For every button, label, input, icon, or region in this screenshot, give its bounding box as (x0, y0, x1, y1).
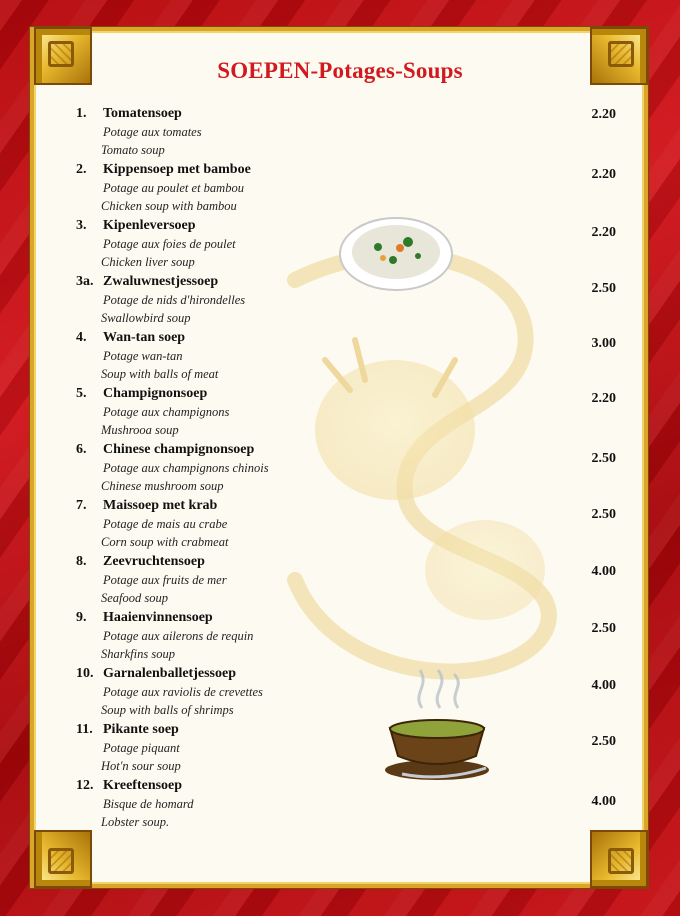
item-number: 9. (76, 610, 87, 625)
item-name-fr: Potage aux ailerons de requin (103, 629, 254, 643)
menu-item (0, 106, 680, 162)
item-name-fr: Potage aux raviolis de crevettes (103, 685, 263, 699)
item-name-fr: Potage aux tomates (103, 125, 202, 139)
item-price: 2.50 (591, 451, 616, 466)
item-name-en: Chinese mushroom soup (101, 479, 224, 493)
item-name-nl: Zeevruchtensoep (103, 554, 205, 569)
item-name-en: Soup with balls of meat (101, 367, 219, 381)
menu-item (0, 442, 680, 498)
item-price: 2.20 (591, 391, 616, 406)
item-price: 2.50 (591, 281, 616, 296)
item-name-en: Soup with balls of shrimps (101, 703, 234, 717)
item-name-en: Seafood soup (101, 591, 169, 605)
item-name-en: Chicken liver soup (101, 255, 195, 269)
menu-item (0, 218, 680, 274)
menu-item (0, 274, 680, 330)
item-number: 8. (76, 554, 87, 569)
item-number: 3. (76, 218, 87, 233)
item-price: 2.20 (591, 167, 616, 182)
menu-item (0, 722, 680, 778)
item-name-fr: Potage de mais au crabe (103, 517, 228, 531)
item-name-en: Lobster soup. (101, 815, 170, 829)
item-name-nl: Kreeftensoep (103, 778, 183, 793)
item-name-en: Corn soup with crabmeat (101, 535, 229, 549)
item-price: 2.50 (591, 734, 616, 749)
item-name-nl: Maissoep met krab (103, 498, 218, 513)
item-name-nl: Kipenleversoep (103, 218, 196, 233)
item-name-nl: Kippensoep met bamboe (103, 162, 251, 177)
menu-item (0, 386, 680, 442)
item-name-nl: Wan-tan soep (103, 330, 186, 345)
menu-item (0, 778, 680, 834)
item-price: 4.00 (591, 564, 616, 579)
item-name-fr: Potage aux champignons chinois (103, 461, 269, 475)
item-name-en: Tomato soup (101, 143, 165, 157)
menu-item (0, 162, 680, 218)
item-name-nl: Garnalenballetjessoep (103, 666, 236, 681)
item-number: 4. (76, 330, 87, 345)
item-name-nl: Tomatensoep (103, 106, 182, 121)
item-number: 3a. (76, 274, 94, 289)
item-price: 2.50 (591, 621, 616, 636)
item-price: 2.20 (591, 107, 616, 122)
item-name-fr: Potage au poulet et bambou (103, 181, 244, 195)
item-name-nl: Champignonsoep (103, 386, 208, 401)
item-name-en: Mushrooa soup (101, 423, 179, 437)
item-price: 2.50 (591, 507, 616, 522)
menu-item (0, 666, 680, 722)
item-number: 10. (76, 666, 94, 681)
item-name-nl: Chinese champignonsoep (103, 442, 255, 457)
item-name-fr: Potage de nids d'hirondelles (103, 293, 246, 307)
item-price: 4.00 (591, 678, 616, 693)
item-number: 5. (76, 386, 87, 401)
item-name-en: Sharkfins soup (101, 647, 175, 661)
item-name-fr: Potage aux fruits de mer (103, 573, 227, 587)
item-number: 1. (76, 106, 87, 121)
item-price: 4.00 (591, 794, 616, 809)
item-name-fr: Potage aux champignons (103, 405, 230, 419)
item-number: 11. (76, 722, 93, 737)
menu-item (0, 554, 680, 610)
item-name-en: Swallowbird soup (101, 311, 191, 325)
item-name-fr: Bisque de homard (103, 797, 194, 811)
menu-item (0, 330, 680, 386)
item-number: 7. (76, 498, 87, 513)
item-number: 2. (76, 162, 87, 177)
page-title: SOEPEN-Potages-Soups (217, 58, 463, 83)
item-name-fr: Potage piquant (103, 741, 180, 755)
item-number: 12. (76, 778, 94, 793)
item-name-fr: Potage wan-tan (103, 349, 183, 363)
item-name-fr: Potage aux foies de poulet (103, 237, 236, 251)
menu-item (0, 498, 680, 554)
menu-item (0, 610, 680, 666)
corner-ornament-icon (34, 830, 92, 888)
item-number: 6. (76, 442, 87, 457)
item-name-en: Chicken soup with bambou (101, 199, 237, 213)
item-name-nl: Haaienvinnensoep (103, 610, 213, 625)
item-name-nl: Zwaluwnestjessoep (103, 274, 219, 289)
item-price: 3.00 (591, 336, 616, 351)
corner-ornament-icon (590, 830, 648, 888)
item-name-en: Hot'n sour soup (101, 759, 181, 773)
item-name-nl: Pikante soep (103, 722, 179, 737)
item-price: 2.20 (591, 225, 616, 240)
